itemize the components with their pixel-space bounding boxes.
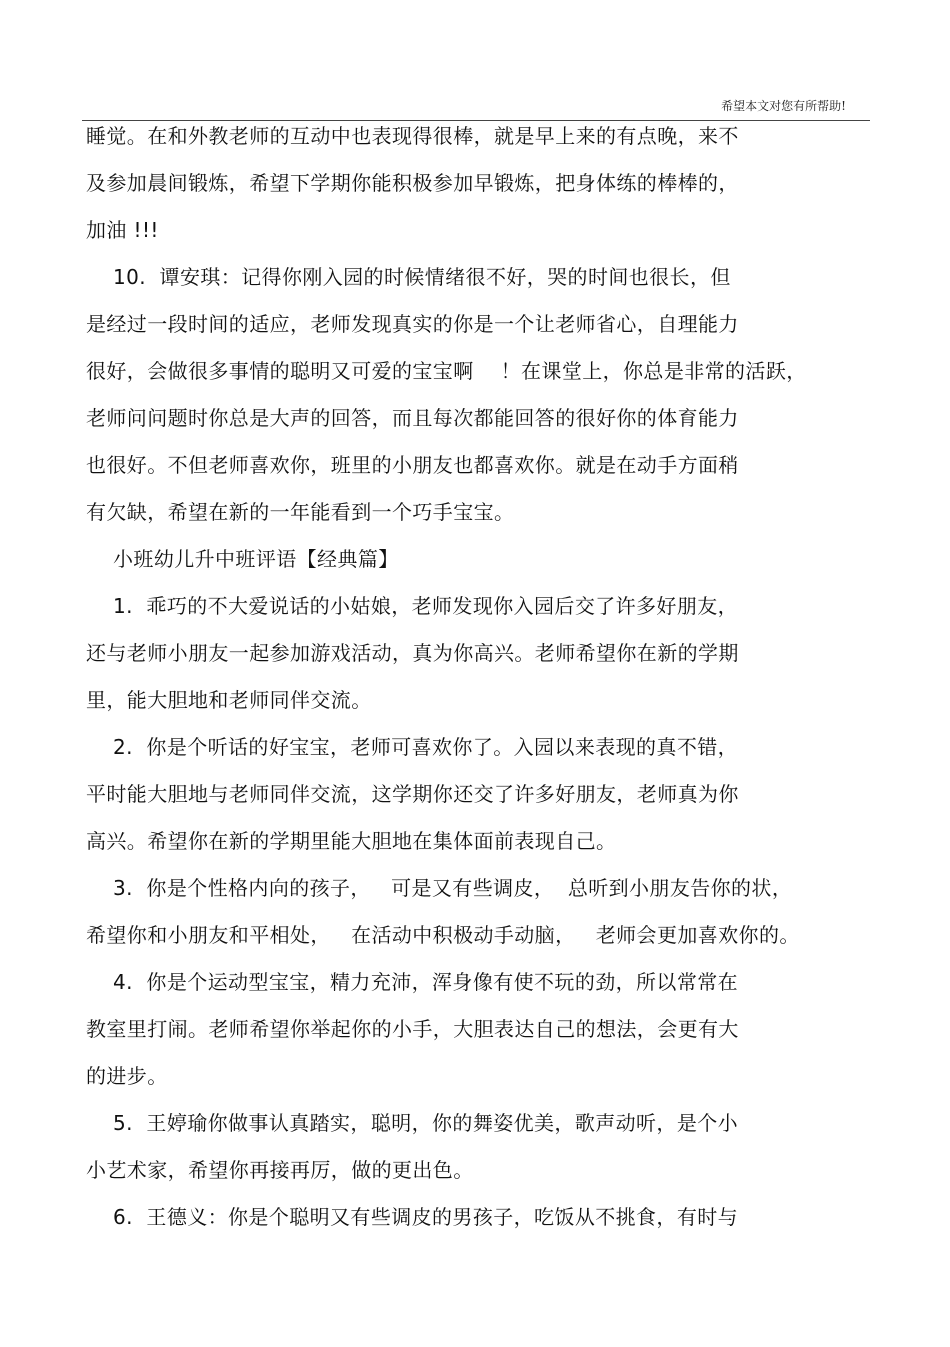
section-heading: 小班幼儿升中班评语【经典篇】 — [86, 547, 399, 571]
text-line: 4. 你是个运动型宝宝，精力充沛，浑身像有使不玩的劲，所以常常在 — [86, 970, 739, 994]
text-line: 也很好。不但老师喜欢你，班里的小朋友也都喜欢你。就是在动手方面稍 — [86, 453, 739, 477]
text-line: 很好，会做很多事情的聪明又可爱的宝宝啊 ！在课堂上，你总是非常的活跃， — [86, 359, 807, 383]
text-line: 小艺术家，希望你再接再厉，做的更出色。 — [86, 1158, 474, 1182]
text-line: 的进步。 — [86, 1064, 168, 1088]
text-line: 平时能大胆地与老师同伴交流，这学期你还交了许多好朋友，老师真为你 — [86, 782, 739, 806]
text-line: 6. 王德义：你是个聪明又有些调皮的男孩子，吃饭从不挑食，有时与 — [86, 1205, 739, 1229]
text-line: 是经过一段时间的适应，老师发现真实的你是一个让老师省心，自理能力 — [86, 312, 739, 336]
text-line: 5. 王婷瑜你做事认真踏实，聪明，你的舞姿优美，歌声动听，是个小 — [86, 1111, 739, 1135]
text-line: 加油 !!! — [86, 218, 159, 242]
text-line: 教室里打闹。老师希望你举起你的小手，大胆表达自己的想法，会更有大 — [86, 1017, 739, 1041]
text-line: 希望你和小朋友和平相处， 在活动中积极动手动脑， 老师会更加喜欢你的。 — [86, 923, 800, 947]
text-line: 睡觉。在和外教老师的互动中也表现得很棒，就是早上来的有点晚，来不 — [86, 124, 739, 148]
text-line: 高兴。希望你在新的学期里能大胆地在集体面前表现自己。 — [86, 829, 617, 853]
header-note: 希望本文对您有所帮助! — [721, 99, 846, 113]
text-line: 里，能大胆地和老师同伴交流。 — [86, 688, 372, 712]
text-line: 老师问问题时你总是大声的回答，而且每次都能回答的很好你的体育能力 — [86, 406, 739, 430]
text-line: 1. 乖巧的不大爱说话的小姑娘，老师发现你入园后交了许多好朋友， — [86, 594, 739, 618]
text-line: 3. 你是个性格内向的孩子， 可是又有些调皮， 总听到小朋友告你的状， — [86, 876, 793, 900]
text-line: 还与老师小朋友一起参加游戏活动，真为你高兴。老师希望你在新的学期 — [86, 641, 739, 665]
text-line: 及参加晨间锻炼，希望下学期你能积极参加早锻炼，把身体练的棒棒的， — [86, 171, 739, 195]
text-line: 10. 谭安琪：记得你刚入园的时候情绪很不好，哭的时间也很长，但 — [86, 265, 731, 289]
text-line: 2. 你是个听话的好宝宝，老师可喜欢你了。入园以来表现的真不错， — [86, 735, 739, 759]
text-line: 有欠缺，希望在新的一年能看到一个巧手宝宝。 — [86, 500, 515, 524]
